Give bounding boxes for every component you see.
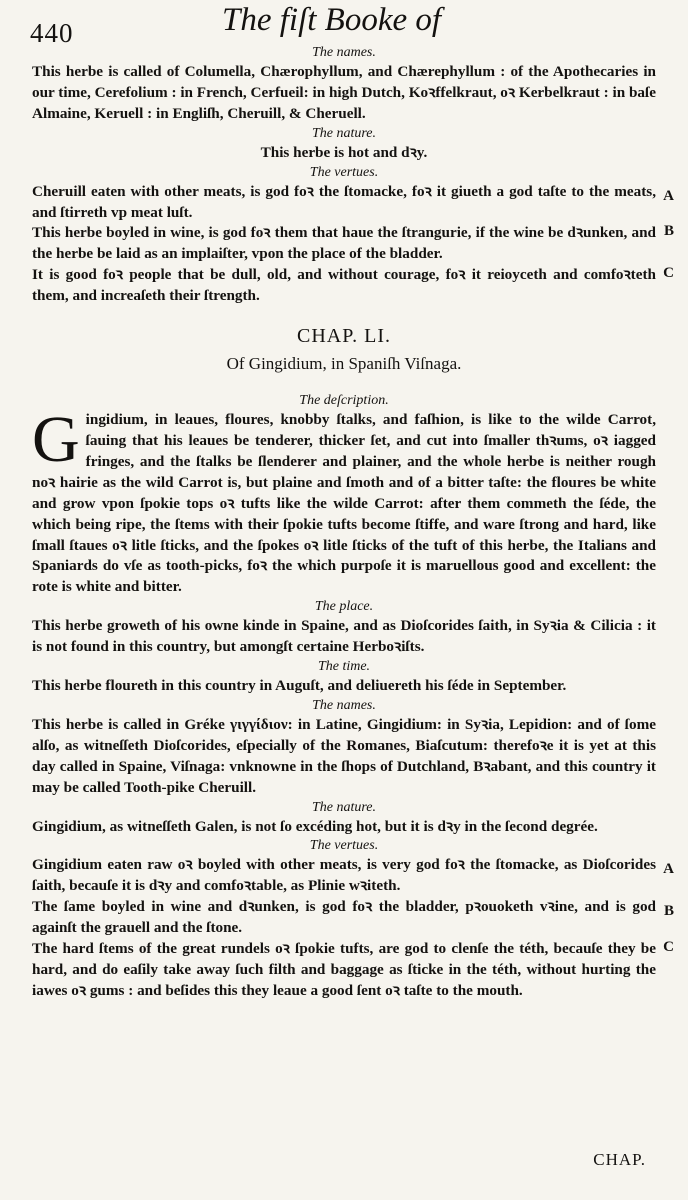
margin-letter: A — [663, 861, 674, 878]
book-page — [30, 0, 674, 1200]
running-title: The fiſt Booke of — [222, 2, 442, 38]
paragraph: This herbe boyled in wine, is god foꝛ them that haue the ſtrangurie, if the wine be dꝛunken, and the herbe be laid as an implaiſter, vpon the place of the bladder. — [32, 224, 656, 263]
section-heading: The vertues. — [309, 164, 379, 180]
margin-letter: B — [663, 223, 674, 240]
page-header — [30, 0, 656, 48]
vertue-item — [32, 182, 674, 224]
chapter-subtitle: Of Gingidium, in Spaniſh Viſnaga. — [226, 354, 462, 374]
vertue-item — [32, 939, 674, 1002]
section-heading: The time. — [317, 659, 371, 675]
page-number: 440 — [30, 18, 74, 48]
section-heading: The vertues. — [309, 838, 379, 854]
paragraph: This herbe groweth of his owne kinde in Spaine, and as Dioſcorides ſaith, in Syꝛia & Cilicia : it is not found in this country, but amongſt certaine Herboꝛiſts. — [32, 617, 656, 656]
vertue-item — [32, 855, 674, 897]
paragraph: ingidium, in leaues, floures, knobby ſtalks, and faſhion, is like to the wilde Carrot, ſauing that his leaues be tenderer, thicker ſet, and cut into ſmaller thꝛums, oꝛ iagged fringes, and the ſtalks be ſlenderer and plainer, and the whole herbe is neither rough noꝛ hairie as the wild Carrot is, but plaine and ſmoth and of a bitter taſte: the floures be white and grow vpon ſpokie tops oꝛ tufts like the wilde Carrot: after them commeth the ſéde, the which being ripe, the ſtems with their ſpokie tufts become ſtiffe, and ware ſtrong and hard, like ſmall ſtaues oꝛ litle ſticks, and the ſpokes oꝛ litle ſticks of the tuft of this herbe, the Italians and Spaniards do vſe as tooth-picks, foꝛ the which purpoſe it is maruellous good and excellent: the rote is white and bitter. — [32, 411, 656, 596]
drop-cap: G — [32, 403, 80, 477]
paragraph: The hard ſtems of the great rundels oꝛ ſpokie tufts, are god to clenſe the téth, becauſe they be hard, and do eaſily take away ſuch filth and baggage as ſticke in the téth, without hurting the iawes oꝛ gums : and beſides this they leaue a good ſent oꝛ taſte to the mouth. — [32, 940, 656, 999]
section-heading: The place. — [314, 599, 374, 615]
paragraph: The ſame boyled in wine and dꝛunken, is god foꝛ the bladder, pꝛouoketh vꝛine, and is god againſt the grauell and the ſtone. — [32, 898, 656, 937]
paragraph: Gingidium, as witneſſeth Galen, is not ſo excéding hot, but it is dꝛy in the ſecond degrée. — [32, 817, 598, 835]
vertue-item — [32, 897, 674, 939]
vertue-item — [32, 265, 674, 307]
margin-letter: C — [663, 939, 674, 956]
margin-letter: C — [663, 265, 674, 282]
paragraph: This herbe is called in Gréke γιγγίδιον: in Latine, Gingidium: in Syꝛia, Lepidion: and of ſome alſo, as witneſſeth Dioſcorides, eſpecially of the Romanes, Biaſcutum: therefoꝛe it is yet at this day called in Spaine, Viſnaga: vnknowne in the ſhops of Dutchland, Bꝛabant, and this country it may be called Tooth-pike Cheruill. — [32, 715, 656, 796]
paragraph: This herbe is hot and dꝛy. — [260, 143, 428, 161]
vertue-item — [32, 223, 674, 265]
paragraph: It is good foꝛ people that be dull, old, and without courage, foꝛ it reioyceth and comfoꝛteth them, and increaſeth their ſtrength. — [32, 266, 656, 305]
margin-letter: A — [663, 187, 674, 204]
margin-letter: B — [663, 903, 674, 920]
catchword: CHAP. — [593, 1150, 646, 1169]
section-heading: The deſcription. — [299, 393, 389, 409]
paragraph: This herbe is called of Columella, Chærophyllum, and Chærephyllum : of the Apothecaries in our time, Cerefolium : in French, Cerfueil: in high Dutch, Koꝛffelkraut, oꝛ Kerbelkraut : in baſe Almaine, Keruell : in Engliſh, Cheruill, & Cheruell. — [32, 63, 656, 122]
section-heading: The nature. — [311, 799, 377, 815]
section-heading: The names. — [312, 697, 376, 713]
description-block — [32, 403, 656, 598]
section-heading: The names. — [312, 45, 376, 60]
paragraph: This herbe floureth in this country in Auguſt, and deliuereth his ſéde in September. — [32, 677, 567, 695]
section-heading: The nature. — [311, 125, 377, 141]
paragraph: Gingidium eaten raw oꝛ boyled with other meats, is very god foꝛ the ſtomacke, as Dioſcorides ſaith, becauſe it is dꝛy and comfoꝛtable, as Plinie wꝛiteth. — [32, 856, 656, 895]
paragraph: Cheruill eaten with other meats, is god foꝛ the ſtomacke, foꝛ it giueth a god taſte to the meats, and ſtirreth vp meat luſt. — [32, 182, 656, 221]
chapter-title: CHAP. LI. — [296, 325, 391, 348]
